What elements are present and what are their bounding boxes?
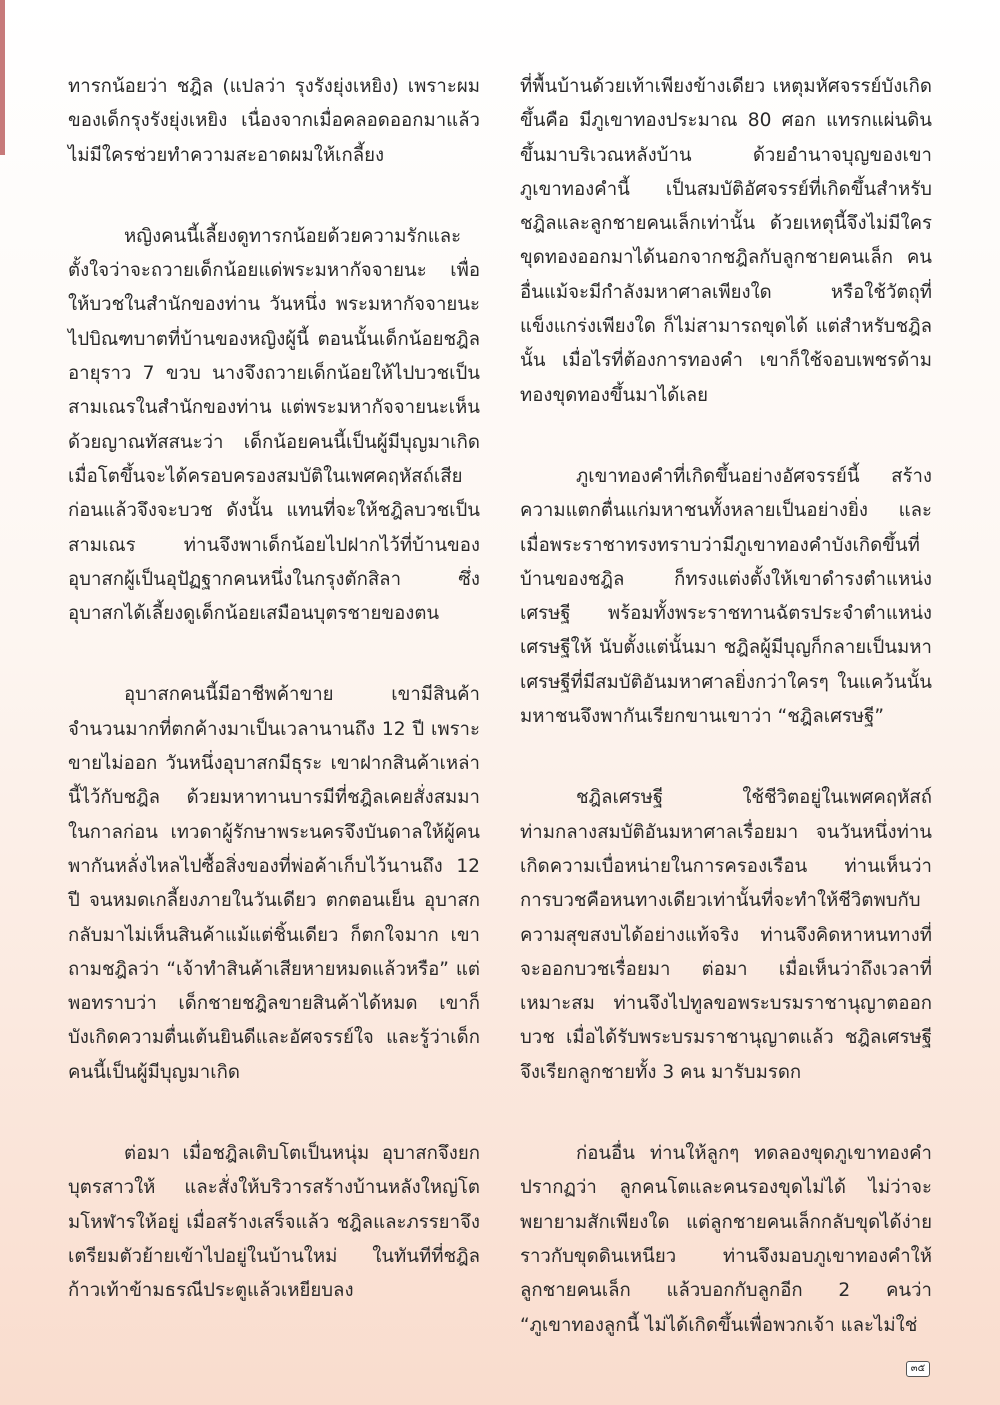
paragraph-4: ต่อมา เมื่อชฎิลเติบโตเป็นหนุ่ม อุบาสกจึงยกบุตรสาวให้ และสั่งให้บริวารสร้างบ้านหลังใหญ่โตมโหฬารให้อยู่ เมื่อสร้างเสร็จแล้ว ชฎิลและภรรยาจึงเตรียมตัวย้ายเข้าไปอยู่ในบ้านใหม่ ในทันทีที่ชฎิลก้าวเท้าข้ามธรณีประตูแล้วเหยียบลง xyxy=(68,1143,480,1302)
paragraph-6: ภูเขาทองคำที่เกิดขึ้นอย่างอัศจรรย์นี้ สร้างความแตกตื่นแก่มหาชนทั้งหลายเป็นอย่างยิ่ง และเมื่อพระราชาทรงทราบว่ามีภูเขาทองคำบังเกิดขึ้นที่บ้านของชฎิล ก็ทรงแต่งตั้งให้เขาดำรงตำแหน่งเศรษฐี พร้อมทั้งพระราชทานฉัตรประจำตำแหน่งเศรษฐีให้ นับตั้งแต่นั้นมา ชฎิลผู้มีบุญก็กลายเป็นมหาเศรษฐีที่มีสมบัติอันมหาศาลยิ่งกว่าใครๆ ในแคว้นนั้น มหาชนจึงพากันเรียกขานเขาว่า “ชฎิลเศรษฐี” xyxy=(520,465,932,728)
page-number: ๓๕ xyxy=(906,1361,930,1377)
paragraph-2: หญิงคนนี้เลี้ยงดูทารกน้อยด้วยความรักและตั้งใจว่าจะถวายเด็กน้อยแด่พระมหากัจจายนะ เพื่อให้บวชในสำนักของท่าน วันหนึ่ง พระมหากัจจายนะไปบิณฑบาตที่บ้านของหญิงผู้นี้ ตอนนั้นเด็กน้อยชฎิลอายุราว 7 ขวบ นางจึงถวายเด็กน้อยให้ไปบวชเป็นสามเณรในสำนักของท่าน แต่พระมหากัจจายนะเห็นด้วยญาณทัสสนะว่า เด็กน้อยคนนี้เป็นผู้มีบุญมาเกิด เมื่อโตขึ้นจะได้ครอบครองสมบัติในเพศคฤหัสถ์เสียก่อนแล้วจึงจะบวช ดังนั้น แทนที่จะให้ชฎิลบวชเป็นสามเณร ท่านจึงพาเด็กน้อยไปฝากไว้ที่บ้านของอุบาสกผู้เป็นอุปัฏฐากคนหนึ่งในกรุงตักสิลา ซึ่งอุบาสกได้เลี้ยงดูเด็กน้อยเสมือนบุตรชายของตน xyxy=(68,225,480,625)
page-edge-accent xyxy=(0,0,5,155)
paragraph-7: ชฎิลเศรษฐี ใช้ชีวิตอยู่ในเพศคฤหัสถ์ท่ามกลางสมบัติอันมหาศาลเรื่อยมา จนวันหนึ่งท่านเกิดความเบื่อหน่ายในการครองเรือน ท่านเห็นว่า การบวชคือหนทางเดียวเท่านั้นที่จะทำให้ชีวิตพบกับความสุขสงบได้อย่างแท้จริง ท่านจึงคิดหาหนทางที่จะออกบวชเรื่อยมา ต่อมา เมื่อเห็นว่าถึงเวลาที่เหมาะสม ท่านจึงไปทูลขอพระบรมราชานุญาตออกบวช เมื่อได้รับพระบรมราชานุญาตแล้ว ชฎิลเศรษฐีจึงเรียกลูกชายทั้ง 3 คน มารับมรดก xyxy=(520,787,932,1083)
paragraph-3: อุบาสกคนนี้มีอาชีพค้าขาย เขามีสินค้าจำนวนมากที่ตกค้างมาเป็นเวลานานถึง 12 ปี เพราะขายไม่ออก วันหนึ่งอุบาสกมีธุระ เขาฝากสินค้าเหล่านี้ไว้กับชฎิล ด้วยมหาทานบารมีที่ชฎิลเคยสั่งสมมาในกาลก่อน เทวดาผู้รักษาพระนครจึงบันดาลให้ผู้คนพากันหลั่งไหลไปซื้อสิ่งของที่พ่อค้าเก็บไว้นานถึง 12 ปี จนหมดเกลี้ยงภายในวันเดียว ตกตอนเย็น อุบาสกกลับมาไม่เห็นสินค้าแม้แต่ชิ้นเดียว ก็ตกใจมาก เขาถามชฎิลว่า “เจ้าทำสินค้าเสียหายหมดแล้วหรือ” แต่พอทราบว่า เด็กชายชฎิลขายสินค้าได้หมด เขาก็บังเกิดความตื่นเต้นยินดีและอัศจรรย์ใจ และรู้ว่าเด็กคนนี้เป็นผู้มีบุญมาเกิด xyxy=(68,684,480,1083)
right-column xyxy=(520,70,932,1390)
left-column xyxy=(68,70,480,1356)
paragraph-1: ทารกน้อยว่า ชฎิล (แปลว่า รุงรังยุ่งเหยิง) เพราะผมของเด็กรุงรังยุ่งเหยิง เนื่องจากเมื่อคลอดออกมาแล้วไม่มีใครช่วยทำความสะอาดผมให้เกลี้ยง xyxy=(68,76,480,166)
paragraph-5: ที่พื้นบ้านด้วยเท้าเพียงข้างเดียว เหตุมหัศจรรย์บังเกิดขึ้นคือ มีภูเขาทองประมาณ 80 ศอก แทรกแผ่นดินขึ้นมาบริเวณหลังบ้าน ด้วยอำนาจบุญของเขา ภูเขาทองคำนี้ เป็นสมบัติอัศจรรย์ที่เกิดขึ้นสำหรับชฎิลและลูกชายคนเล็กเท่านั้น ด้วยเหตุนี้จึงไม่มีใครขุดทองออกมาได้นอกจากชฎิลกับลูกชายคนเล็ก คนอื่นแม้จะมีกำลังมหาศาลเพียงใด หรือใช้วัตถุที่แข็งแกร่งเพียงใด ก็ไม่สามารถขุดได้ แต่สำหรับชฎิลนั้น เมื่อไรที่ต้องการทองคำ เขาก็ใช้จอบเพชรด้ามทองขุดทองขึ้นมาได้เลย xyxy=(520,76,932,406)
paragraph-8: ก่อนอื่น ท่านให้ลูกๆ ทดลองขุดภูเขาทองคำ ปรากฏว่า ลูกคนโตและคนรองขุดไม่ได้ ไม่ว่าจะพยายามสักเพียงใด แต่ลูกชายคนเล็กกลับขุดได้ง่ายราวกับขุดดินเหนียว ท่านจึงมอบภูเขาทองคำให้ลูกชายคนเล็ก แล้วบอกกับลูกอีก 2 คนว่า “ภูเขาทองลูกนี้ ไม่ได้เกิดขึ้นเพื่อพวกเจ้า และไม่ใช่ xyxy=(520,1143,932,1336)
